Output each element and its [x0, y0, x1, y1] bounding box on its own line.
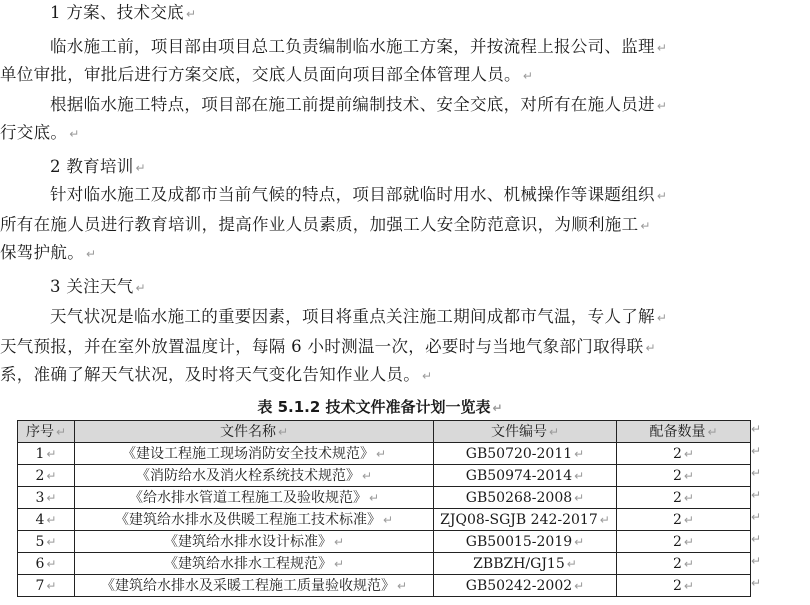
table-row [18, 531, 751, 553]
table-row [18, 553, 751, 575]
paragraph-mark-icon: ↵ [522, 69, 534, 83]
paragraph-line [0, 364, 760, 387]
paragraph-mark-icon: ↵ [683, 490, 694, 505]
paragraph-mark-icon: ↵ [574, 534, 585, 549]
cell-number: 1 ↵ [18, 443, 75, 465]
paragraph-line [50, 94, 810, 117]
paragraph-text: 根据临水施工特点，项目部在施工前提前编制技术、安全交底，对所有在施人员进 [50, 95, 655, 114]
paragraph-line [0, 242, 760, 265]
paragraph-mark-icon: ↵ [46, 490, 57, 505]
paragraph-mark-icon: ↵ [396, 578, 408, 593]
paragraph-mark-icon: ↵ [46, 578, 57, 593]
paragraph-mark-icon: ↵ [46, 468, 57, 483]
paragraph-text: 针对临水施工及成都市当前气候的特点，项目部就临时用水、机械操作等课题组织 [50, 185, 655, 204]
paragraph-line [50, 2, 810, 25]
row-end-mark-icon: ↵ [751, 466, 762, 480]
paragraph-mark-icon: ↵ [683, 578, 694, 593]
cell-number: 2 ↵ [18, 465, 75, 487]
cell-code: GB50974-2014 ↵ [434, 465, 617, 487]
cell-quantity: 2 ↵ [617, 531, 751, 553]
paragraph-mark-icon: ↵ [656, 99, 668, 113]
paragraph-mark-icon: ↵ [683, 534, 694, 549]
paragraph-mark-icon: ↵ [574, 468, 585, 483]
paragraph-line [50, 184, 810, 207]
paragraph-mark-icon: ↵ [574, 578, 585, 593]
paragraph-mark-icon: ↵ [46, 534, 57, 549]
paragraph-mark-icon: ↵ [574, 446, 585, 461]
row-end-mark-icon: ↵ [751, 444, 762, 458]
header-cell-quantity: 配备数量 ↵ [617, 421, 751, 443]
paragraph-mark-icon: ↵ [333, 534, 345, 549]
cell-quantity: 2 ↵ [617, 487, 751, 509]
paragraph-mark-icon: ↵ [683, 446, 694, 461]
paragraph-text: 天气预报，并在室外放置温度计，每隔 6 小时测温一次，必要时与当地气象部门取得联 [0, 337, 644, 356]
table-row [18, 465, 751, 487]
cell-number: 7 ↵ [18, 575, 75, 597]
paragraph-mark-icon: ↵ [422, 369, 433, 383]
table-header-row [18, 421, 751, 443]
paragraph-mark-icon: ↵ [599, 512, 610, 527]
cell-name: 《建筑给水排水及采暖工程施工质量验收规范》 ↵ [75, 575, 434, 597]
cell-number: 4 ↵ [18, 509, 75, 531]
table-row [18, 443, 751, 465]
document-table [17, 420, 751, 597]
paragraph-text: 保驾护航。 [0, 243, 84, 262]
paragraph-mark-icon: ↵ [46, 446, 57, 461]
paragraph-text: 所有在施人员进行教育培训，提高作业人员素质，加强工人安全防范意识，为顺利施工 [0, 215, 639, 234]
table-caption [0, 397, 760, 418]
cell-quantity: 2 ↵ [617, 509, 751, 531]
paragraph-line [50, 276, 810, 299]
table-row [18, 487, 751, 509]
paragraph-mark-icon: ↵ [656, 189, 668, 203]
cell-quantity: 2 ↵ [617, 465, 751, 487]
paragraph-text: 临水施工前，项目部由项目总工负责编制临水施工方案，并按流程上报公司、监理 [50, 37, 655, 56]
cell-name: 《消防给水及消火栓系统技术规范》 ↵ [75, 465, 434, 487]
paragraph-mark-icon: ↵ [333, 556, 345, 571]
table-caption-text: 表 5.1.2 技术文件准备计划一览表 [257, 398, 491, 416]
cell-quantity: 2 ↵ [617, 553, 751, 575]
paragraph-mark-icon: ↵ [683, 468, 694, 483]
header-cell-code: 文件编号 ↵ [434, 421, 617, 443]
paragraph-text: 3 关注天气 [50, 277, 134, 296]
paragraph-line [0, 122, 760, 145]
paragraph-mark-icon: ↵ [375, 446, 387, 461]
cell-code: GB50015-2019 ↵ [434, 531, 617, 553]
paragraph-line [0, 214, 760, 237]
row-end-mark-icon: ↵ [751, 532, 762, 546]
cell-code: GB50268-2008 ↵ [434, 487, 617, 509]
cell-name: 《建筑给水排水工程规范》 ↵ [75, 553, 434, 575]
paragraph-text: 2 教育培训 [50, 157, 134, 176]
table-row [18, 575, 751, 597]
paragraph-text: 行交底。 [0, 123, 68, 142]
paragraph-line [50, 36, 810, 59]
cell-name: 《建设工程施工现场消防安全技术规范》 ↵ [75, 443, 434, 465]
row-end-mark-icon: ↵ [751, 510, 762, 524]
paragraph-mark-icon: ↵ [683, 556, 694, 571]
paragraph-mark-icon: ↵ [361, 468, 373, 483]
cell-name: 《给水排水管道工程施工及验收规范》 ↵ [75, 487, 434, 509]
paragraph-mark-icon: ↵ [645, 341, 656, 355]
row-end-mark-icon: ↵ [751, 576, 762, 590]
paragraph-mark-icon: ↵ [683, 512, 694, 527]
paragraph-mark-icon: ↵ [640, 219, 651, 233]
paragraph-mark-icon: ↵ [69, 127, 80, 141]
cell-code: ZJQ08-SGJB 242-2017 ↵ [434, 509, 617, 531]
cell-number: 5 ↵ [18, 531, 75, 553]
paragraph-mark-icon: ↵ [656, 41, 668, 55]
header-cell-name: 文件名称 ↵ [75, 421, 434, 443]
paragraph-line [50, 306, 810, 329]
paragraph-mark-icon: ↵ [86, 247, 97, 261]
row-end-mark-icon: ↵ [751, 422, 762, 436]
paragraph-line [50, 156, 810, 179]
cell-quantity: 2 ↵ [617, 443, 751, 465]
cell-code: GB50720-2011 ↵ [434, 443, 617, 465]
row-end-mark-icon: ↵ [751, 488, 762, 502]
paragraph-mark-icon: ↵ [135, 281, 146, 295]
paragraph-mark-icon: ↵ [382, 512, 394, 527]
paragraph-text: 1 方案、技术交底 [50, 3, 184, 22]
paragraph-mark-icon: ↵ [46, 512, 57, 527]
paragraph-text: 系，准确了解天气状况，及时将天气变化告知作业人员。 [0, 365, 420, 384]
cell-quantity: 2 ↵ [617, 575, 751, 597]
header-cell-number: 序号 ↵ [18, 421, 75, 443]
paragraph-text: 单位审批，审批后进行方案交底，交底人员面向项目部全体管理人员。 [0, 65, 521, 84]
paragraph-mark-icon: ↵ [574, 490, 585, 505]
paragraph-mark-icon: ↵ [368, 490, 380, 505]
paragraph-text: 天气状况是临水施工的重要因素，项目将重点关注施工期间成都市气温，专人了解 [50, 307, 655, 326]
paragraph-line [0, 336, 760, 359]
paragraph-mark-icon: ↵ [135, 161, 146, 175]
table-row [18, 509, 751, 531]
cell-name: 《建筑给水排水设计标准》 ↵ [75, 531, 434, 553]
cell-name: 《建筑给水排水及供暖工程施工技术标准》 ↵ [75, 509, 434, 531]
paragraph-mark-icon: ↵ [566, 556, 577, 571]
cell-number: 3 ↵ [18, 487, 75, 509]
paragraph-mark-icon: ↵ [492, 401, 503, 415]
paragraph-line [0, 64, 760, 87]
cell-code: GB50242-2002 ↵ [434, 575, 617, 597]
row-end-mark-icon: ↵ [751, 554, 762, 568]
paragraph-mark-icon: ↵ [656, 311, 668, 325]
paragraph-mark-icon: ↵ [185, 7, 197, 21]
paragraph-mark-icon: ↵ [46, 556, 57, 571]
cell-number: 6 ↵ [18, 553, 75, 575]
cell-code: ZBBZH/GJ15 ↵ [434, 553, 617, 575]
